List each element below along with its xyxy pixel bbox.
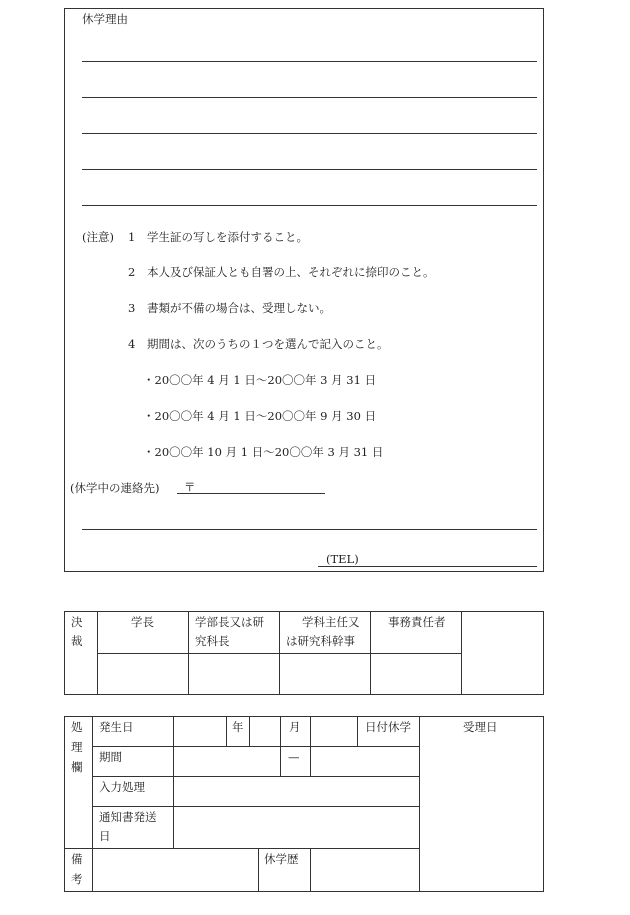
period-label: 期間 [99, 750, 122, 764]
office-manager-seal-box[interactable] [371, 654, 460, 694]
period-option-1: ・20〇〇年 4 月 1 日～20〇〇年 3 月 31 日 [143, 373, 377, 387]
proc-v-history-left [258, 848, 259, 892]
chair-header-line-1: 学科主任又 [302, 615, 360, 629]
approval-col-divider-5 [461, 611, 462, 695]
leave-reason-title: 休学理由 [82, 12, 128, 26]
period-dash: — [288, 750, 300, 764]
reason-line-1[interactable] [82, 61, 537, 62]
note-3-number: 3 [128, 301, 136, 315]
contact-label: (休学中の連絡先) [70, 481, 160, 495]
proc-v-dated [357, 716, 358, 746]
remarks-label-2: 考 [71, 872, 83, 886]
president-seal-box[interactable] [98, 654, 187, 694]
dated-leave-label: 日付休学 [365, 720, 411, 734]
note-2-number: 2 [128, 265, 136, 279]
reason-line-5[interactable] [82, 205, 537, 206]
postal-code-line[interactable] [177, 493, 325, 494]
year-label: 年 [232, 720, 244, 734]
notice-sent-date-label-2: 日 [99, 829, 111, 843]
period-option-3: ・20〇〇年 10 月 1 日～20〇〇年 3 月 31 日 [143, 445, 384, 459]
period-start-field[interactable] [174, 747, 279, 775]
note-3-text: 書類が不備の場合は、受理しない。 [147, 301, 331, 315]
note-4-number: 4 [128, 337, 136, 351]
occurrence-date-label: 発生日 [99, 720, 134, 734]
address-line[interactable] [82, 529, 537, 530]
input-processing-field[interactable] [174, 777, 418, 805]
tel-line[interactable] [318, 566, 537, 567]
postal-mark: 〒 [184, 480, 196, 494]
reason-line-3[interactable] [82, 133, 537, 134]
dean-seal-box[interactable] [189, 654, 278, 694]
approval-side-label-1: 決 [71, 615, 83, 629]
processing-side-label-2: 理 [71, 740, 83, 754]
note-4-text: 期間は、次のうちの１つを選んで記入のこと。 [147, 337, 389, 351]
dean-header-line-2: 究科長 [195, 634, 230, 648]
received-date-field[interactable] [420, 747, 543, 891]
president-header: 学長 [131, 615, 154, 629]
input-processing-label: 入力処理 [99, 780, 145, 794]
note-1-number: 1 [128, 230, 136, 244]
dean-header-line-1: 学部長又は研 [195, 615, 264, 629]
period-end-field[interactable] [311, 747, 418, 775]
occurrence-day-field[interactable] [311, 717, 356, 745]
tel-label: (TEL) [326, 552, 359, 566]
notice-sent-date-field[interactable] [174, 807, 418, 847]
processing-side-label-1: 処 [71, 720, 83, 734]
chair-header-line-2: は研究科幹事 [286, 634, 355, 648]
occurrence-month-field[interactable] [250, 717, 279, 745]
received-date-label: 受理日 [463, 720, 498, 734]
chair-seal-box[interactable] [280, 654, 369, 694]
reason-line-4[interactable] [82, 169, 537, 170]
office-manager-header: 事務責任者 [388, 615, 446, 629]
occurrence-year-field[interactable] [174, 717, 225, 745]
note-2-text: 本人及び保証人とも自署の上、それぞれに捺印のこと。 [147, 265, 435, 279]
note-1-text: 学生証の写しを添付すること。 [147, 230, 308, 244]
remarks-field[interactable] [93, 849, 257, 891]
month-label: 月 [289, 720, 301, 734]
period-option-2: ・20〇〇年 4 月 1 日～20〇〇年 9 月 30 日 [143, 409, 377, 423]
proc-v-year-left [226, 716, 227, 746]
remarks-label-1: 備 [71, 852, 83, 866]
notice-sent-date-label-1: 通知書発送 [99, 810, 157, 824]
reason-line-2[interactable] [82, 97, 537, 98]
processing-side-label-3: 欄 [71, 760, 83, 774]
notes-label: (注意) [82, 230, 114, 244]
leave-history-field[interactable] [311, 849, 418, 891]
leave-history-label: 休学歴 [264, 852, 299, 866]
approval-side-label-2: 裁 [71, 634, 83, 648]
